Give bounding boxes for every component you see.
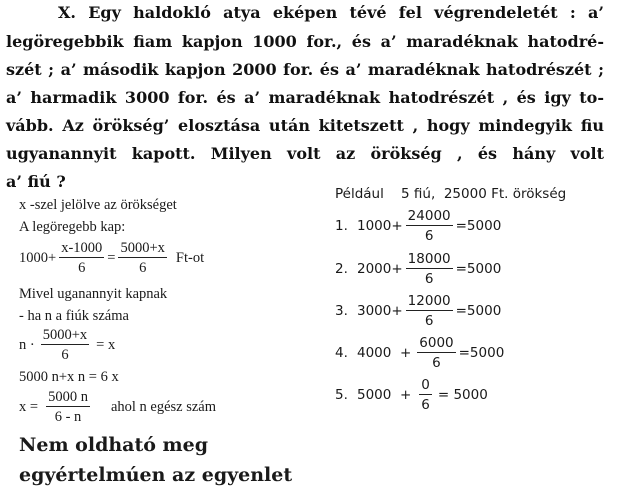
problem-line-6: ugyanannyit kapott. Milyen volt az örökség , és hány volt xyxy=(6,144,604,163)
example-row-5 xyxy=(335,377,488,413)
derivation-line-2: A legöregebb kap: xyxy=(19,219,126,235)
fraction xyxy=(41,327,89,363)
derivation-line-4: Mivel uganannyit kapnak xyxy=(19,286,168,302)
derivation-line-5: - ha n a fiúk száma xyxy=(19,308,129,324)
row-index: 3. xyxy=(335,303,348,319)
fraction-denominator: 6 - n xyxy=(54,409,82,425)
derivation-line-1: x -szel jelölve az örökséget xyxy=(19,197,177,213)
eq-text: 1000+ xyxy=(357,218,403,234)
fraction-numerator: 5000+x xyxy=(120,240,165,256)
fraction-denominator: 6 xyxy=(78,260,86,276)
fraction-denominator: 6 xyxy=(424,228,434,244)
fraction-numerator: 12000 xyxy=(407,293,451,309)
fraction-numerator: 5000+x xyxy=(42,327,88,343)
derivation-line-6 xyxy=(19,327,115,363)
row-index: 2. xyxy=(335,261,348,277)
fraction xyxy=(406,293,453,329)
problem-line-4: a’ harmadik 3000 for. és a’ maradéknak hatodrészét , és igy to- xyxy=(6,88,604,107)
problem-line-2: legöregebbik fiam kapjon 1000 for., és a’ maradéknak hatodré- xyxy=(6,32,604,51)
eq-text: =5000 xyxy=(455,218,502,234)
eq-text: n · xyxy=(19,336,35,353)
fraction xyxy=(46,389,90,425)
fraction xyxy=(419,377,432,413)
fraction-numerator: x-1000 xyxy=(61,240,103,256)
eq-text: 2000+ xyxy=(357,261,403,277)
fraction-denominator: 6 xyxy=(139,260,147,276)
example-row-1 xyxy=(335,208,501,244)
fraction xyxy=(118,240,166,276)
example-row-4 xyxy=(335,335,504,371)
eq-text: x = xyxy=(19,398,39,415)
fraction-numerator: 18000 xyxy=(407,251,451,267)
problem-line-7: a’ fiú ? xyxy=(6,172,66,191)
eq-text: 3000+ xyxy=(357,303,403,319)
eq-text: =5000 xyxy=(455,261,502,277)
fraction xyxy=(406,208,453,244)
row-index: 4. xyxy=(335,345,348,361)
conclusion-line-2: egyértelmúen az egyenlet xyxy=(19,464,293,486)
eq-text: 4000 + xyxy=(357,345,412,361)
eq-text: =5000 xyxy=(455,303,502,319)
fraction-numerator: 6000 xyxy=(419,335,454,351)
fraction-numerator: 24000 xyxy=(407,208,451,224)
eq-text: =5000 xyxy=(458,345,505,361)
eq-text: ahol n egész szám xyxy=(110,398,217,415)
eq-text: 1000+ xyxy=(19,249,57,266)
fraction xyxy=(59,240,104,276)
fraction-denominator: 6 xyxy=(432,355,441,371)
derivation-line-3 xyxy=(19,240,204,276)
problem-line-1: X. Egy haldokló atya eképen tévé fel végrendeletét : a’ xyxy=(58,3,604,22)
fraction xyxy=(406,251,453,287)
derivation-line-8 xyxy=(19,389,216,425)
fraction-denominator: 6 xyxy=(424,313,434,329)
fraction xyxy=(417,335,455,371)
fraction-numerator: 0 xyxy=(421,377,430,393)
fraction-numerator: 5000 n xyxy=(48,389,88,405)
fraction-denominator: 6 xyxy=(61,347,69,363)
eq-text: = 5000 xyxy=(437,387,488,403)
eq-text: 5000 + xyxy=(357,387,412,403)
row-index: 5. xyxy=(335,387,348,403)
fraction-denominator: 6 xyxy=(424,271,434,287)
eq-text: Ft-ot xyxy=(175,249,205,266)
example-row-3 xyxy=(335,293,501,329)
example-header: Például 5 fiú, 25000 Ft. örökség xyxy=(335,186,567,202)
problem-line-5: vább. Az örökség’ elosztása után kitetszett , hogy mindegyik fiu xyxy=(6,116,604,135)
conclusion-line-1: Nem oldható meg xyxy=(19,434,209,456)
eq-text: = x xyxy=(96,336,116,353)
problem-line-3: szét ; a’ második kapjon 2000 for. és a’ maradéknak hatodrészét ; xyxy=(6,60,604,79)
derivation-line-7: 5000 n+x n = 6 x xyxy=(19,369,119,385)
row-index: 1. xyxy=(335,218,348,234)
example-row-2 xyxy=(335,251,501,287)
eq-text: = xyxy=(107,249,116,266)
fraction-denominator: 6 xyxy=(421,397,430,413)
